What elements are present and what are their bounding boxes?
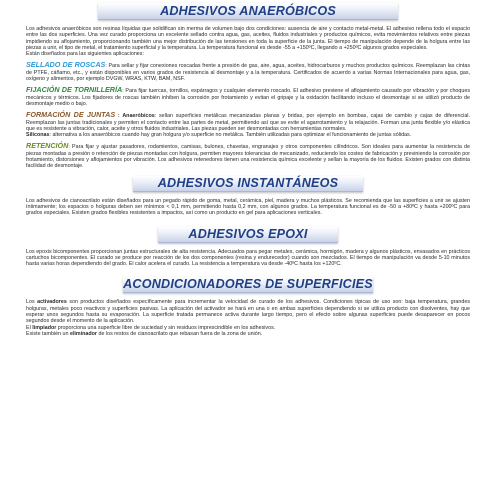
anaerobicos-apps: Están diseñados para las siguientes aplicaciones:	[26, 51, 144, 58]
section-title-anaerobicos: ADHESIVOS ANAERÓBICOS	[98, 3, 398, 20]
fijacion-label: FIJACIÓN DE TORNILLERÍA	[26, 85, 123, 95]
fijacion-paragraph	[26, 87, 470, 107]
eliminador-text: de los restos de cianoacrilato que rebasan fuera de la zona de unión.	[97, 330, 263, 337]
siliconas-label: Siliconas	[26, 132, 50, 139]
limpiador-paragraph: El limpiador proporciona una superficie libre de suciedad y sin residuos imprescindible en los adhesivos.	[26, 324, 276, 331]
sellado-paragraph	[26, 62, 470, 82]
section-title-instantaneos: ADHESIVOS INSTANTÁNEOS	[133, 176, 363, 192]
formacion-bold: : Anaeróbicos	[115, 113, 155, 120]
document-page	[0, 3, 496, 499]
retencion-paragraph	[26, 143, 470, 169]
limpiador-label: limpiador	[32, 324, 57, 331]
activadores-label: activadores	[37, 299, 67, 306]
sellado-text: : Para sellar y fijar conexiones roscadas frente a presión de gas, aire, agua, aceites, hidrocarburos y muchos productos químicos. Reemplazan las cintas de PTFE, cáñamo, etc., y están disponibles en varios grados de resistencia al desmontaje y a la temperatura. Certificados de acuerdo a varias Normas Internacionales para agua, gas, oxígeno y alimentos, por ejemplo DVGW, WRAS, KTW, BAM, NSF.	[26, 63, 471, 83]
formacion-label: FORMACIÓN DE JUNTAS	[26, 110, 116, 120]
limpiador-text: proporciona una superficie libre de suciedad y sin residuos imprescindible en los adhesivos.	[56, 324, 276, 331]
siliconas-paragraph	[26, 132, 470, 138]
eliminador-paragraph: Existe también un eliminador de los restos de cianoacrilato que rebasan fuera de la zona de unión.	[26, 330, 263, 337]
sellado-label: SELLADO DE ROSCAS	[26, 60, 106, 70]
formacion-paragraph	[26, 112, 470, 132]
anaerobicos-intro: Los adhesivos anaeróbicos son resinas líquidas que solidifican sin merma de volumen bajo dos condiciones: ausencia de aire y contacto metal-metal. El adhesivo rellena todo el espacio entre las dos superficies. Una vez curado proporciona un excelente sellado contra agua, gas, aceites, fluidos industriales y productos químicos, evita movimientos relativos entre piezas impidiendo su aflojamiento, proporcionando también una mejor distribución de las tensiones en toda la superficie de la junta. El tiempo de manipulación depende de la holgura entre las piezas a unir, el tipo de metal, el tratamiento superficial y la temperatura. La temperatura funcional es desde -55 a +150ºC, llegando a +250ºC algunos grados especiales.	[26, 26, 470, 51]
eliminador-label: eliminador	[69, 330, 97, 337]
instantaneos-text: Los adhesivos de cianoacrilato están diseñados para un pegado rápido de goma, metal, cerámica, piel, madera y muchos plásticos. Se recomienda que las superficies a unir se ajusten íntimamente; los espacios o holguras deben ser mínimos < 0,1 mm, permitiendo hasta 0,2 mm, con algunos grados. La temperatura funcional es de -50 a +80ºC y hasta +200ºC para grados especiales. Existen grados flexibles resistentes a impactos, así como un producto en gel para aplicaciones verticales.	[26, 197, 470, 217]
fijacion-text: : Para fijar tuercas, tornillos, espárragos y cualquier elemento roscado. El adhesivo previene el aflojamiento causado por vibración y por choques mecánicos y térmicos. Los fijadores de roscas también inhiben la corrosión por frotamiento y evitan el gripaje y la oxidación facilitando incluso el desmontaje si se utilizó producto de desmontaje medio o bajo.	[26, 88, 470, 107]
epoxi-text: Los epoxis bicomponentes proporcionan juntas estructurales de alta resistencia. Adecuados para pegar metales, cerámica, hormigón, madera y algunos plásticos, envasados en prácticos cartuchos bicomponentes. El curado se produce por reacción de los dos componentes (resina y endurecedor) cuando son mezclados. El tiempo de manipulación va desde 5-10 minutos hasta varias horas dependiendo del grado. El calor acelera el curado. La resistencia a temperatura va desde -40ºC hasta los +120ºC.	[26, 248, 470, 268]
formacion-text: : sellan superficies metálicas mecanizadas planas y bridas, por ejemplo en bombas, cajas de cambio y cajas de diferencial. Reemplazan las juntas tradicionales y permiten el contacto entre las partes de metal, permitiendo así que se evite el agarrotamiento y la relajación. Forman una junta flexible y/o elástica que es resistente a vibración, calor, aceite y otros fluidos industriales. Las piezas pueden ser desmontadas con herramientas normales.	[26, 113, 470, 132]
activadores-text: son productos diseñados específicamente para incrementar la velocidad de curado de los adhesivos. Condiciones típicas de uso son: baja temperatura, grandes holguras, metales poco reactivos y superficies pasivas. La aplicación del activador se hará en una o en ambas superficies dependiendo si se utiliza producto con disolventes, hay que esperar unos segundos hasta su evaporación. La superficie tratada permanece activa durante largo tiempo, pero el efecto sobre algunas superficies puede desaparecer en pocos segundos desde el momento de la aplicación.	[26, 299, 470, 325]
activadores-paragraph: Los activadores son productos diseñados específicamente para incrementar la velocidad de curado de los adhesivos. Condiciones típicas de uso son: baja temperatura, grandes holguras, metales poco reactivos y superficies pasivas. La aplicación del activador se hará en una o en ambas superficies dependiendo si se utiliza producto con disolventes, hay que esperar unos segundos hasta su evaporación. La superficie tratada permanece activa durante largo tiempo, pero el efecto sobre algunas superficies puede desaparecer en pocos segundos desde el momento de la aplicación.	[26, 299, 470, 325]
siliconas-text: : alternativa a los anaeróbicos cuando hay gran holgura y/o superficie no metálica. También utilizadas para optimizar el funcionamiento de juntas sólidas.	[49, 132, 412, 139]
retencion-label: RETENCIÓN	[26, 141, 69, 151]
section-title-acondicionadores: ACONDICIONADORES DE SUPERFICIES	[123, 277, 373, 292]
section-title-epoxi: ADHESIVOS EPOXI	[158, 227, 338, 243]
retencion-text: : Para fijar y ajustar pasadores, rodamientos, camisas, bulones, chavetas, engranajes y otros componentes cilíndricos. Son ideales para aumentar la resistencia de piezas montadas a presión o retención de piezas montadas con holgura, permiten mayores tolerancias de mecanizado, reduciendo los costes de fabricación y previniendo la corrosión por frotamiento, distorsiones y aflojamientos por vibración. Los adhesivos retenedores tienen una resistencia química excelente y sellan la mayoría de los fluidos. Existen grados con distinta facilidad de desmontaje.	[26, 144, 470, 170]
